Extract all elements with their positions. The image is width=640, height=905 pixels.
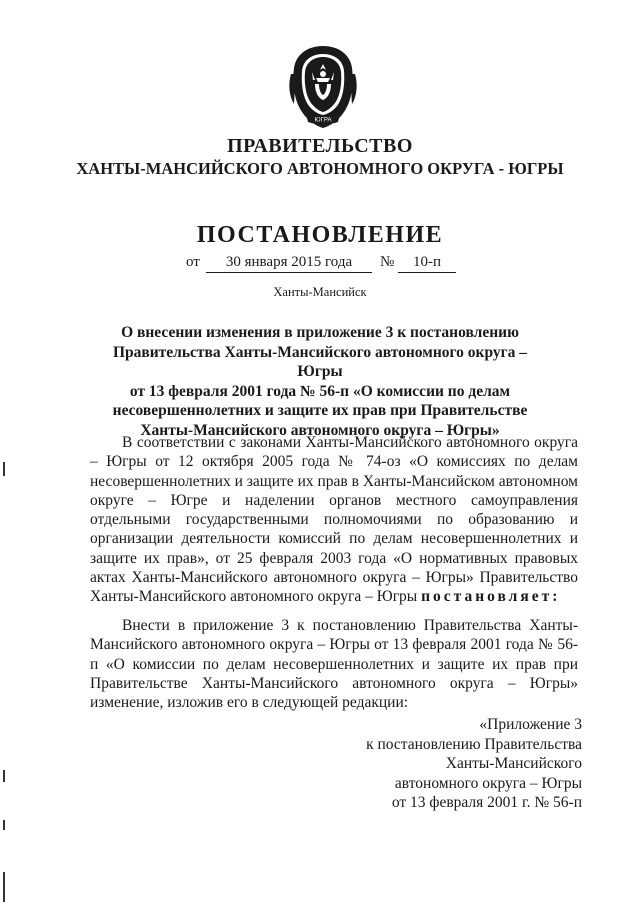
- appendix-line: к постановлению Правительства: [366, 735, 582, 753]
- subject-line: О внесении изменения в приложение 3 к постановлению: [121, 324, 519, 341]
- government-title: ПРАВИТЕЛЬСТВО: [227, 135, 413, 157]
- emblem-ribbon-text: ЮГРА: [314, 117, 332, 124]
- resolves-word: постановляет:: [421, 588, 561, 606]
- resolution-paragraph: Внести в приложение 3 к постановлению Правительства Ханты-Мансийского автономного округа – Югры от 13 февраля 2001 года № 56-п «О комиссии по делам несовершеннолетних и защите их прав при Правительстве Ханты-Мансийского автономного округа – Югры» изменение, изложив его в следующей редакции:: [90, 617, 578, 712]
- appendix-line: «Приложение 3: [479, 716, 582, 733]
- government-region: ХАНТЫ-МАНСИЙСКОГО АВТОНОМНОГО ОКРУГА - ЮГРЫ: [76, 159, 564, 178]
- scan-mark: [3, 462, 5, 476]
- scan-mark: [3, 872, 5, 902]
- preamble-text: В соответствии с законами Ханты-Мансийского автономного округа – Югры от 12 октября 2005 года № 74-оз «О комиссиях по делам несовершеннолетних и защите их прав в Ханты-Мансийском автономном округе – Югре и наделении органов местного самоуправления отдельными государственными полномочиями по образованию и организации деятельности комиссий по делам несовершеннолетних и защите их прав», от 25 февраля 2003 года «О нормативных правовых актах Ханты-Мансийского автономного округа – Югры» Правительство Ханты-Мансийского автономного округа – Югры: [90, 434, 578, 606]
- date-label: от: [186, 254, 200, 270]
- appendix-line: от 13 февраля 2001 г. № 56-п: [391, 794, 582, 811]
- appendix-line: Ханты-Мансийского: [445, 755, 582, 772]
- decree-date: 30 января 2015 года: [206, 254, 372, 273]
- subject-line: Правительства Ханты-Мансийского автономного округа – Югры: [112, 343, 528, 380]
- yugra-coat-of-arms-icon: [288, 44, 358, 130]
- number-label: №: [380, 254, 395, 270]
- subject-line: Ханты-Мансийского автономного округа – Югры»: [140, 421, 500, 439]
- city-name: Ханты-Мансийск: [273, 285, 367, 299]
- document-type-title: ПОСТАНОВЛЕНИЕ: [196, 222, 444, 248]
- decree-number: 10-п: [398, 254, 456, 273]
- appendix-line: автономного округа – Югры: [394, 774, 582, 792]
- subject-line: несовершеннолетних и защите их прав при Правительстве: [112, 402, 528, 419]
- decree-subject: [96, 323, 544, 440]
- scan-mark: [3, 770, 5, 782]
- preamble-paragraph: [90, 433, 578, 607]
- appendix-heading: [366, 715, 582, 813]
- subject-line: от 13 февраля 2001 года № 56-п «О комиссии по делам: [129, 382, 511, 400]
- scan-mark: [3, 820, 5, 830]
